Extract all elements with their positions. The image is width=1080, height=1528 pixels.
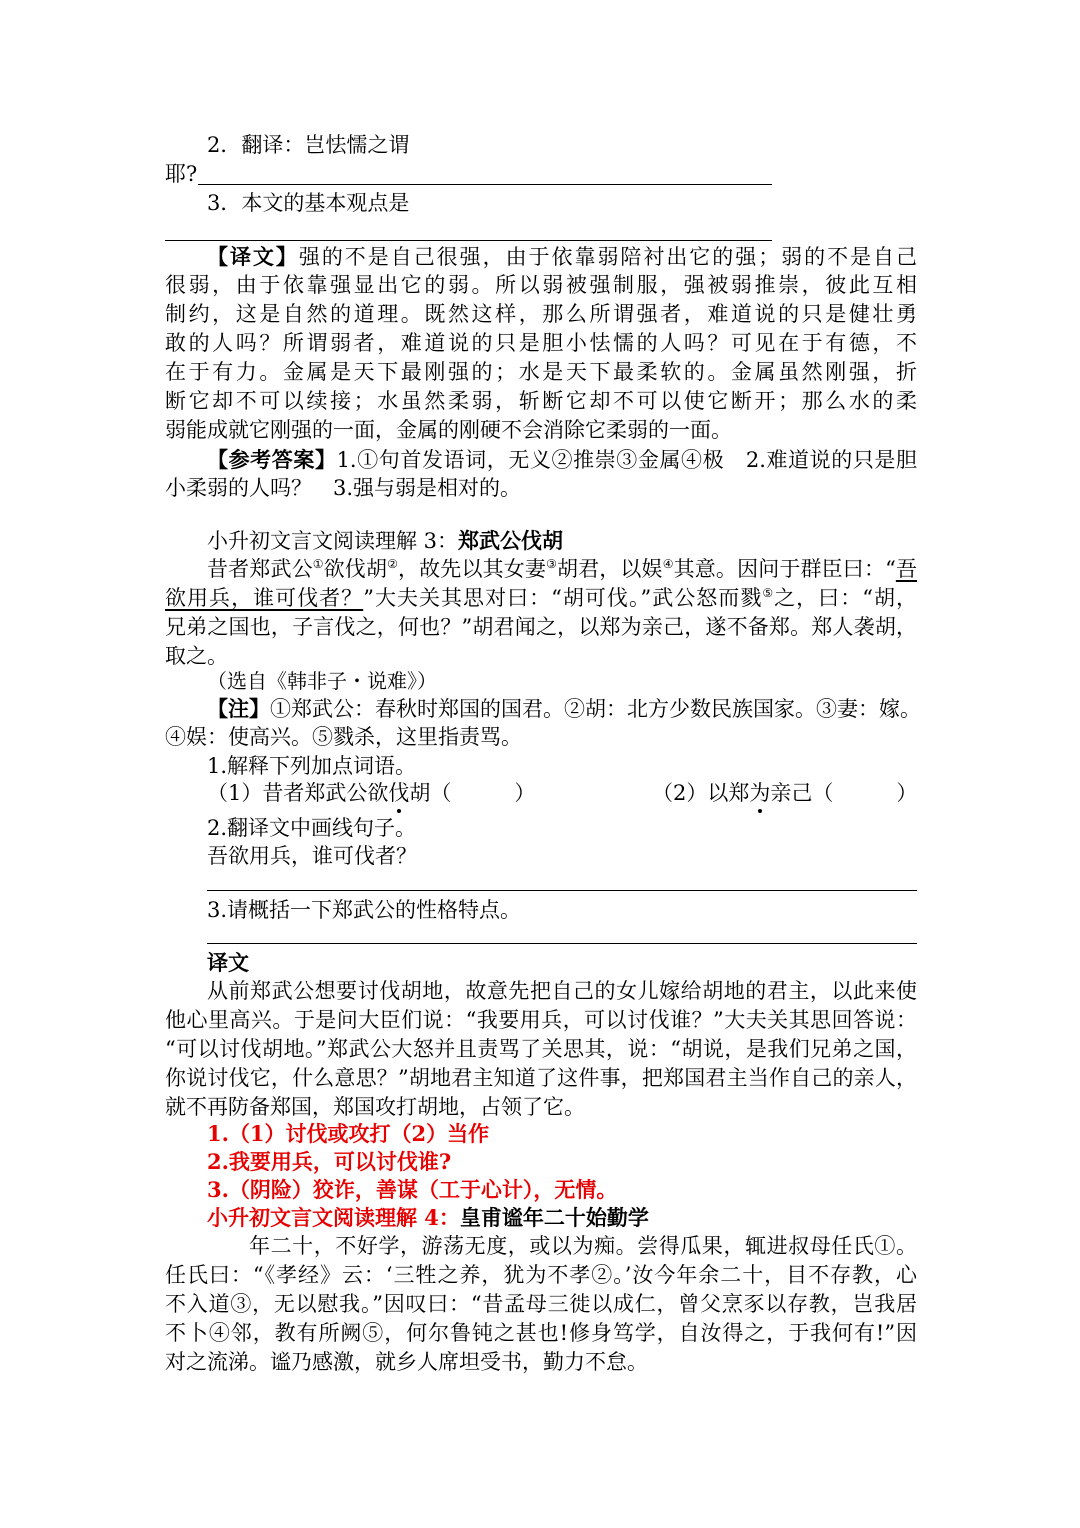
question-2-cont: 耶? [165,162,198,186]
passage-line: 昔者郑武公①欲伐胡②，故先以其女妻③胡君，以娱④其意。因问于群臣曰：“吾 [207,557,917,581]
question-3: 3.请概括一下郑武公的性格特点。 [207,898,522,922]
translation-line: “可以讨伐胡地。”郑武公大怒并且责骂了关思其，说：“胡说，是我们兄弟之国， [165,1037,917,1061]
notes-line: 【注】①郑武公：春秋时郑国的国君。②胡：北方少数民族国家。③妻：嫁。 [207,696,921,721]
passage-line: 取之。 [165,644,228,668]
answer-2: 2.我要用兵，可以讨伐谁? [207,1149,452,1174]
dotted-word: 为 [749,779,770,808]
answer-line [165,240,772,241]
question-2: 2.翻译文中画线句子。 [207,816,417,840]
translation-line: 很弱，由于依靠强显出它的弱。所以弱被强制服，强被弱推崇，彼此互相 [165,273,917,297]
notes-label: 【注】 [207,696,270,721]
passage-line: 不入道③，无以慰我。”因叹曰：“昔孟母三徙以成仁，曾父烹豕以存教，岂我居 [165,1292,917,1316]
translation-line: 弱能成就它刚强的一面，金属的刚硬不会消除它柔弱的一面。 [165,418,732,442]
passage-line: 对之流涕。谧乃感激，就乡人席坦受书，勤力不怠。 [165,1350,648,1374]
translation-line: 你说讨伐它，什么意思？”胡地君主知道了这件事，把郑国君主当作自己的亲人， [165,1066,917,1090]
translation-line: 断它却不可以续接；水虽然柔弱，斩断它却不可以使它断开；那么水的柔 [165,389,917,413]
translation-line: 【译文】强的不是自己很强，由于依靠弱陪衬出它的强；弱的不是自己 [207,244,918,269]
translation-line: 就不再防备郑国，郑国攻打胡地，占领了它。 [165,1095,585,1119]
translation-label: 【译文】 [207,244,299,269]
answer-key-label: 【参考答案】 [207,447,337,472]
translation-line: 他心里高兴。于是问大臣们说：“我要用兵，可以讨伐谁？”大夫关其思回答说： [165,1008,917,1032]
translation-line: 敢的人吗？所谓弱者，难道说的只是胆小怯懦的人吗？可见在于有德，不 [165,331,917,355]
source-citation: （选自《韩非子・说难》） [207,669,437,693]
answer-key-line: 【参考答案】1.①句首发语词，无义②推崇③金属④极 2.难道说的只是胆 [207,447,918,472]
question-1-item-1: （1）昔者郑武公欲伐胡（ ） [207,779,447,808]
passage-line: 欲用兵，谁可伐者？”大夫关其思对曰：“胡可伐。”武公怒而戮⑤之，曰：“胡， [165,586,917,610]
answer-line [198,184,772,185]
question-2-sentence: 吾欲用兵，谁可伐者？ [207,844,417,868]
passage-line: 年二十，不好学，游荡无度，或以为痴。尝得瓜果，辄进叔母任氏①。 [249,1234,917,1258]
passage-line: 兄弟之国也，子言伐之，何也？”胡君闻之，以郑为亲己，遂不备郑。郑人袭胡， [165,615,917,639]
answer-key-line: 小柔弱的人吗？ 3.强与弱是相对的。 [165,476,522,500]
answer-line [207,890,917,891]
question-1: 1.解释下列加点词语。 [207,754,417,778]
underlined-sentence: 吾 [895,557,917,581]
translation-line: 制约，这是自然的道理。既然这样，那么所谓强者，难道说的只是健壮勇 [165,302,917,326]
underlined-sentence: 欲用兵，谁可伐者？ [165,586,364,610]
translation-line: 在于有力。金属是天下最刚强的；水是天下最柔软的。金属虽然刚强，折 [165,360,917,384]
answer-3: 3.（阴险）狡诈，善谋（工于心计），无情。 [207,1177,618,1202]
section-3-title: 小升初文言文阅读理解 3：郑武公伐胡 [207,528,564,553]
answer-1: 1.（1）讨伐或攻打（2）当作 [207,1121,490,1146]
translation-line: 从前郑武公想要讨伐胡地，故意先把自己的女儿嫁给胡地的君主，以此来使 [207,979,917,1003]
section-4-title: 小升初文言文阅读理解 4：皇甫谧年二十始勤学 [207,1205,649,1230]
passage-line: 不卜④邻，教有所阙⑤，何尔鲁钝之甚也!修身笃学，自汝得之，于我何有!”因 [165,1321,917,1345]
question-2: 2．翻译：岂怯懦之谓 [207,133,410,157]
translation-heading: 译文 [207,950,249,975]
passage-line: 任氏曰：“《孝经》云：‘三牲之养，犹为不孝②。’汝今年余二十，目不存教，心 [165,1263,917,1287]
question-3: 3．本文的基本观点是 [207,191,410,215]
dotted-word: 伐 [388,779,409,808]
notes-line: ④娱：使高兴。⑤戮杀，这里指责骂。 [165,725,522,749]
answer-line [207,943,917,944]
question-1-item-2: （2）以郑为亲己（ ） [652,779,917,808]
